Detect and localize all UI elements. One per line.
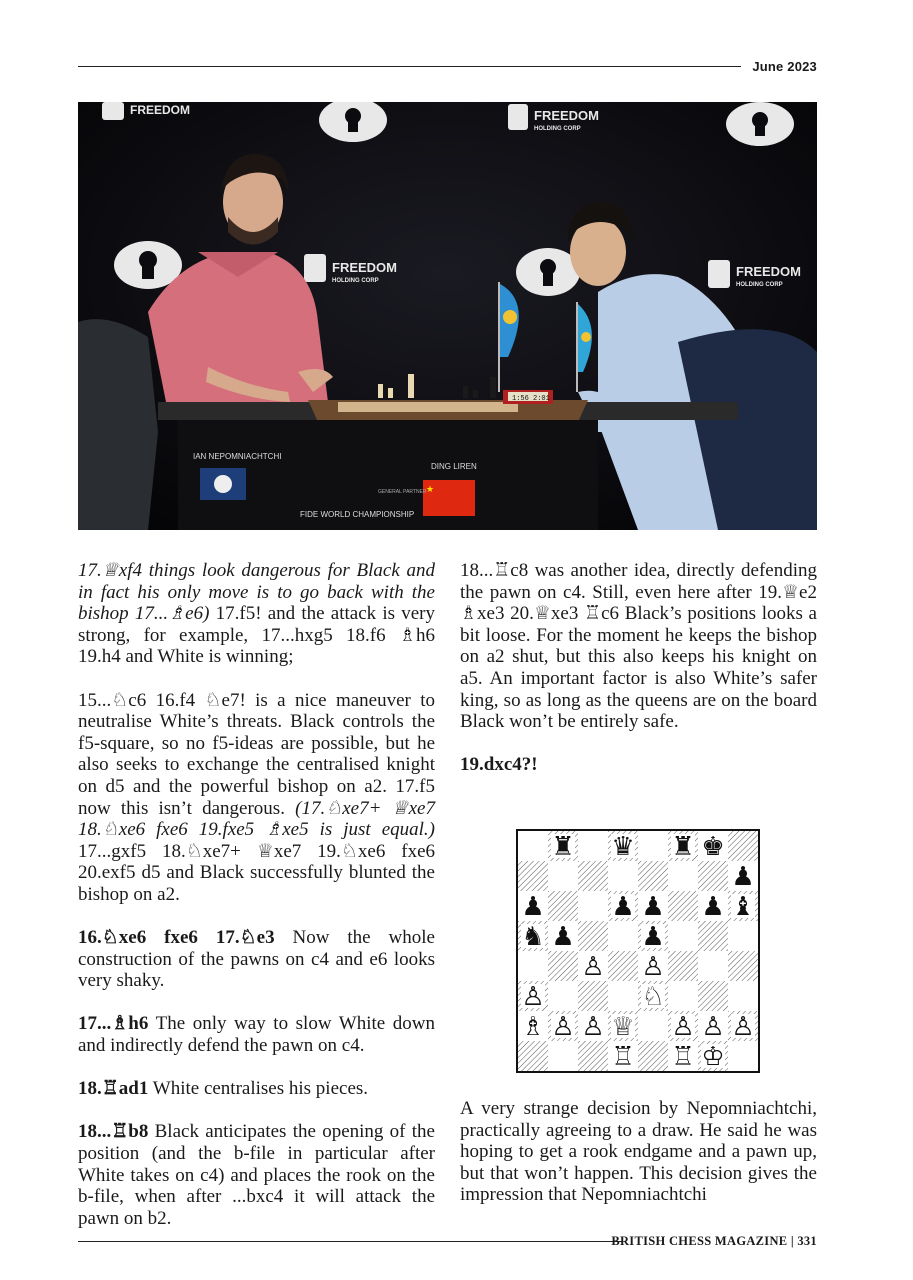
fide-text: FIDE WORLD CHAMPIONSHIP	[300, 510, 415, 519]
text-run: (17.♘xe7+ ♕xe7 18.♘xe6 fxe6 19.fxe5 ♗xe5 is just equal.)	[78, 797, 435, 841]
text-run: 18...♖b8	[78, 1121, 149, 1143]
footer-page-info: BRITISH CHESS MAGAZINE | 331	[611, 1234, 817, 1248]
chess-piece-g6: ♟	[701, 892, 725, 922]
chess-piece-b8: ♜	[551, 832, 575, 862]
board-square	[698, 981, 728, 1011]
board-square	[728, 951, 758, 981]
banner-subtext-4: HOLDING CORP	[736, 282, 783, 288]
chess-piece-d8: ♛	[611, 832, 635, 862]
chess-piece-b5: ♟	[551, 922, 575, 952]
board-square	[518, 951, 548, 981]
chess-piece-d2: ♕	[611, 1012, 635, 1042]
text-run: The only way to slow White down and indirectly defend the pawn on c4.	[78, 1013, 435, 1057]
board-square	[698, 861, 728, 891]
chess-piece-g2: ♙	[701, 1012, 725, 1042]
chess-piece-e5: ♟	[641, 922, 665, 952]
board-square	[698, 921, 728, 951]
text-run: 17...gxf5 18.♘xe7+ ♕xe7 19.♘xe6 fxe6 20.exf5 d5 and Black successfully blunted the bishop on a2.	[78, 840, 435, 905]
chess-piece-d1: ♖	[611, 1042, 635, 1071]
chess-piece-a2: ♗	[521, 1012, 545, 1042]
article-photo	[78, 102, 817, 530]
board-square	[608, 981, 638, 1011]
board-square	[518, 1041, 548, 1071]
chess-piece-c4: ♙	[581, 952, 605, 982]
right-paragraph-1: 18...♖c8 was another idea, directly defending the pawn on c4. Still, even here after 19.♕e2 ♗xe3 20.♕xe3 ♖c6 Black’s positions looks a bit loose. For the moment he keeps the bishop on a2 shut, but this also keeps his knight on a5. An important factor is also White’s safer king, so as long as the queens are on the board Black won’t be entirely safe.	[460, 560, 817, 733]
chess-piece-e6: ♟	[641, 892, 665, 922]
chess-diagram	[516, 829, 760, 1073]
chess-piece-e3: ♘	[641, 982, 665, 1012]
board-square	[638, 861, 668, 891]
board-square	[608, 861, 638, 891]
board-square	[638, 1011, 668, 1041]
chess-piece-g1: ♔	[701, 1042, 725, 1071]
right-column	[460, 560, 817, 798]
board-square	[608, 921, 638, 951]
board-square	[698, 951, 728, 981]
board-square	[668, 951, 698, 981]
board-square	[578, 981, 608, 1011]
board-square	[608, 951, 638, 981]
text-run: 15...♘c6 16.f4 ♘e7! is a nice maneuver to neutralise White’s threats. Black controls the f5-square, so no f5-ideas are possible, but he also seeks to exchange the centralised knight on d5 and the powerful bishop on a2. 17.f5 now this isn’t dangerous.	[78, 689, 435, 819]
board-square	[638, 831, 668, 861]
text-run: White centralises his pieces.	[148, 1078, 369, 1100]
board-square	[548, 1041, 578, 1071]
board-square	[638, 1041, 668, 1071]
issue-date: June 2023	[752, 59, 817, 74]
text-run: Now the whole construction of the pawns on c4 and e6 looks very shaky.	[78, 927, 435, 992]
board-square	[668, 921, 698, 951]
board-square	[548, 891, 578, 921]
left-paragraph-1	[78, 560, 435, 668]
nameplate-left: IAN NEPOMNIACHTCHI	[193, 452, 282, 461]
left-paragraph-3	[78, 927, 435, 992]
banner-text-1: FREEDOM	[130, 103, 190, 117]
right-paragraph-2: A very strange decision by Nepomniachtchi, practically agreeing to a draw. He said he was hoping to get a rook endgame and a pawn up, but that won’t happen. This decision gives the impression that Nepomniachtchi	[460, 1098, 817, 1206]
header-rule	[78, 66, 741, 67]
chess-piece-a6: ♟	[521, 892, 545, 922]
board-square	[728, 981, 758, 1011]
footer-rule	[78, 1241, 623, 1242]
board-square	[668, 891, 698, 921]
board-square	[578, 921, 608, 951]
chess-piece-a3: ♙	[521, 982, 545, 1012]
text-run: 17.f5! and the attack is very strong, for example, 17...hxg5 18.f6 ♗h6 19.h4 and White is winning;	[78, 603, 435, 668]
text-run: 16.♘xe6 fxe6 17.♘e3	[78, 927, 275, 949]
chess-piece-h6: ♝	[731, 892, 755, 922]
board-square	[518, 861, 548, 891]
banner-subtext-2: HOLDING CORP	[534, 126, 581, 132]
nameplate-right: DING LIREN	[431, 462, 477, 471]
chess-clock-display: 1:56 2:01	[512, 395, 550, 403]
text-run: 17.♕xf4 things look dangerous for Black and in fact his only move is to go back with the bishop 17...♗e6)	[78, 560, 435, 625]
board-square	[668, 981, 698, 1011]
board-square	[578, 891, 608, 921]
chess-piece-h7: ♟	[731, 862, 755, 892]
chess-piece-g8: ♚	[701, 832, 725, 862]
text-run: 17...♗h6	[78, 1013, 149, 1035]
match-photo-illustration	[78, 102, 817, 530]
chess-piece-d6: ♟	[611, 892, 635, 922]
left-paragraph-2	[78, 690, 435, 906]
partner-text: GENERAL PARTNER	[378, 489, 427, 495]
text-run: Black anticipates the opening of the position (and the b-file in particular after White takes on c4) and places the rook on the b-file, when after ...bxc4 it will attack the pawn on b2.	[78, 1121, 435, 1229]
left-paragraph-4	[78, 1013, 435, 1056]
left-paragraph-6	[78, 1121, 435, 1229]
chess-piece-h2: ♙	[731, 1012, 755, 1042]
board-square	[578, 861, 608, 891]
chess-piece-f8: ♜	[671, 832, 695, 862]
board-square	[668, 861, 698, 891]
banner-subtext-3: HOLDING CORP	[332, 278, 379, 284]
board-square	[728, 831, 758, 861]
left-paragraph-5	[78, 1078, 435, 1100]
board-square	[548, 951, 578, 981]
move-heading: 19.dxc4?!	[460, 754, 538, 776]
text-run: 18.♖ad1	[78, 1078, 149, 1100]
chess-board	[518, 831, 758, 1071]
board-square	[728, 1041, 758, 1071]
chess-piece-c2: ♙	[581, 1012, 605, 1042]
board-square	[548, 861, 578, 891]
chess-piece-e4: ♙	[641, 952, 665, 982]
chess-piece-b2: ♙	[551, 1012, 575, 1042]
board-square	[578, 831, 608, 861]
chess-piece-a5: ♞	[521, 922, 545, 952]
banner-text-2: FREEDOM	[534, 108, 599, 123]
svg-text:★: ★	[426, 485, 435, 495]
banner-text-4: FREEDOM	[736, 264, 801, 279]
board-square	[728, 921, 758, 951]
board-square	[518, 831, 548, 861]
board-square	[548, 981, 578, 1011]
board-square	[578, 1041, 608, 1071]
chess-piece-f1: ♖	[671, 1042, 695, 1071]
left-column	[78, 560, 435, 1251]
chess-piece-f2: ♙	[671, 1012, 695, 1042]
banner-text-3: FREEDOM	[332, 260, 397, 275]
